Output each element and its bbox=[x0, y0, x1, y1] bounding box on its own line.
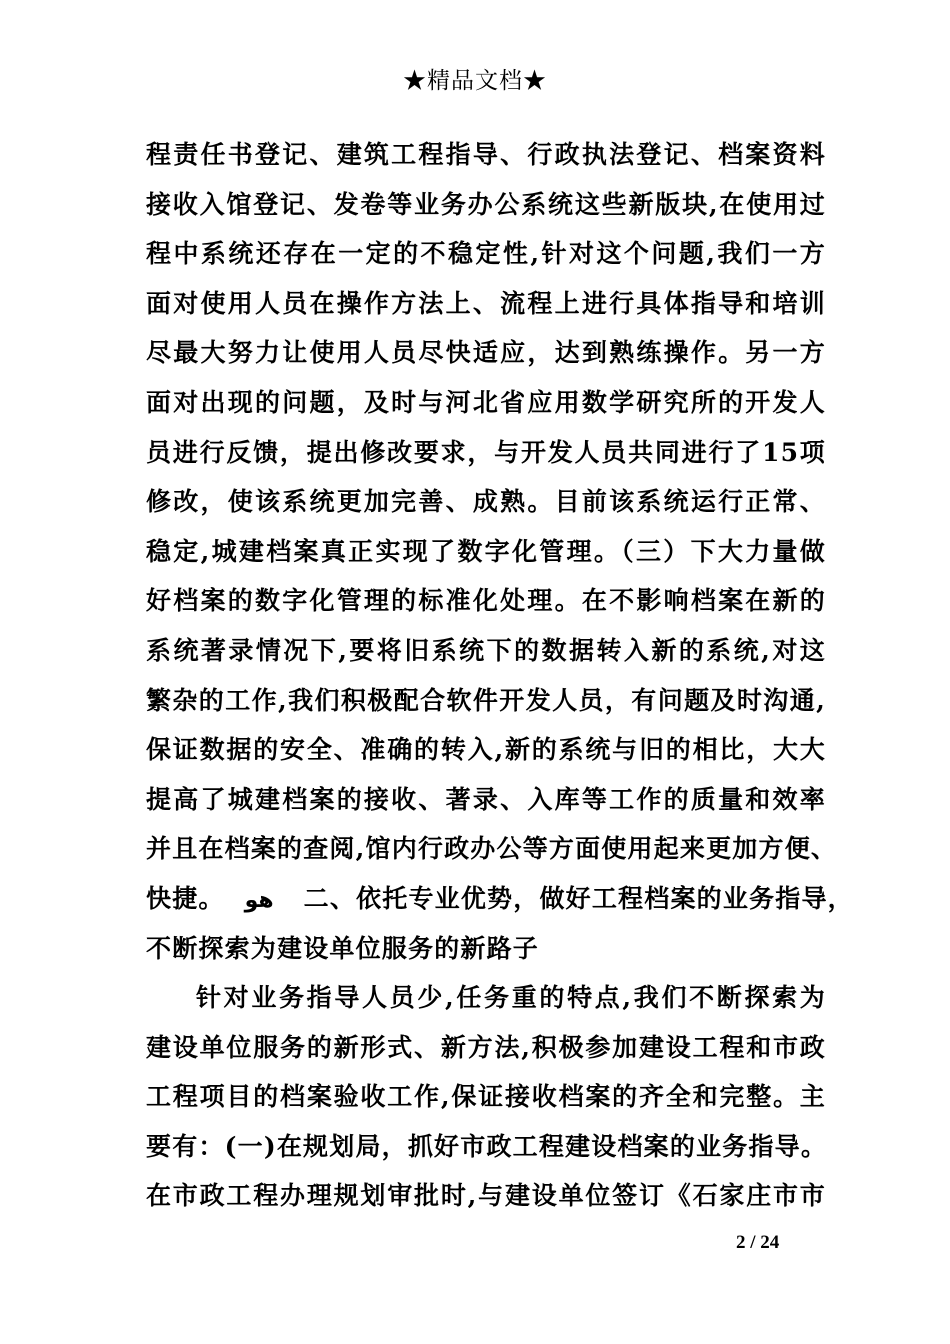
text-line: 面对出现的问题，及时与河北省应用数学研究所的开发人 bbox=[146, 387, 826, 417]
arabic-mark: هو bbox=[244, 887, 274, 913]
page-number: 2 / 24 bbox=[736, 1232, 780, 1253]
text-line: 好档案的数字化管理的标准化处理。在不影响档案在新的 bbox=[146, 586, 826, 616]
line-text-before: 快捷。 bbox=[146, 883, 225, 913]
text-line: 工程项目的档案验收工作,保证接收档案的齐全和完整。主 bbox=[146, 1082, 826, 1112]
text-line: 保证数据的安全、准确的转入,新的系统与旧的相比，大大 bbox=[146, 735, 826, 765]
text-line: 提高了城建档案的接收、著录、入库等工作的质量和效率 bbox=[146, 784, 826, 814]
text-line: 员进行反馈，提出修改要求，与开发人员共同进行了15项 bbox=[146, 437, 826, 467]
text-line: 稳定,城建档案真正实现了数字化管理。（三）下大力量做 bbox=[146, 536, 826, 566]
text-line: 修改，使该系统更加完善、成熟。目前该系统运行正常、 bbox=[146, 487, 826, 517]
text-line: 程责任书登记、建筑工程指导、行政执法登记、档案资料 bbox=[146, 140, 826, 169]
text-line: 在市政工程办理规划审批时,与建设单位签订《石家庄市市 bbox=[146, 1181, 826, 1211]
text-line: 要有：(一)在规划局，抓好市政工程建设档案的业务指导。 bbox=[146, 1131, 828, 1161]
text-line: 建设单位服务的新形式、新方法,积极参加建设工程和市政 bbox=[146, 1032, 826, 1062]
paragraph-first-line: 针对业务指导人员少,任务重的特点,我们不断探索为 bbox=[196, 983, 826, 1013]
text-line: 繁杂的工作,我们积极配合软件开发人员，有问题及时沟通, bbox=[146, 685, 826, 715]
text-line: 不断探索为建设单位服务的新路子 bbox=[146, 933, 540, 963]
section-heading-2: 二、依托专业优势，做好工程档案的业务指导， bbox=[303, 883, 854, 913]
text-line: 面对使用人员在操作方法上、流程上进行具体指导和培训 bbox=[146, 288, 826, 318]
text-line: 尽最大努力让使用人员尽快适应，达到熟练操作。另一方 bbox=[146, 338, 826, 368]
page-header-title: ★精品文档★ bbox=[403, 68, 547, 94]
text-line-with-mark bbox=[146, 874, 854, 924]
text-line: 并且在档案的查阅,馆内行政办公等方面使用起来更加方便、 bbox=[146, 834, 838, 864]
text-line: 程中系统还存在一定的不稳定性,针对这个问题,我们一方 bbox=[146, 239, 826, 269]
document-body bbox=[146, 130, 854, 1221]
text-line: 接收入馆登记、发卷等业务办公系统这些新版块,在使用过 bbox=[146, 189, 826, 219]
text-line: 系统著录情况下,要将旧系统下的数据转入新的系统,对这 bbox=[146, 635, 826, 665]
